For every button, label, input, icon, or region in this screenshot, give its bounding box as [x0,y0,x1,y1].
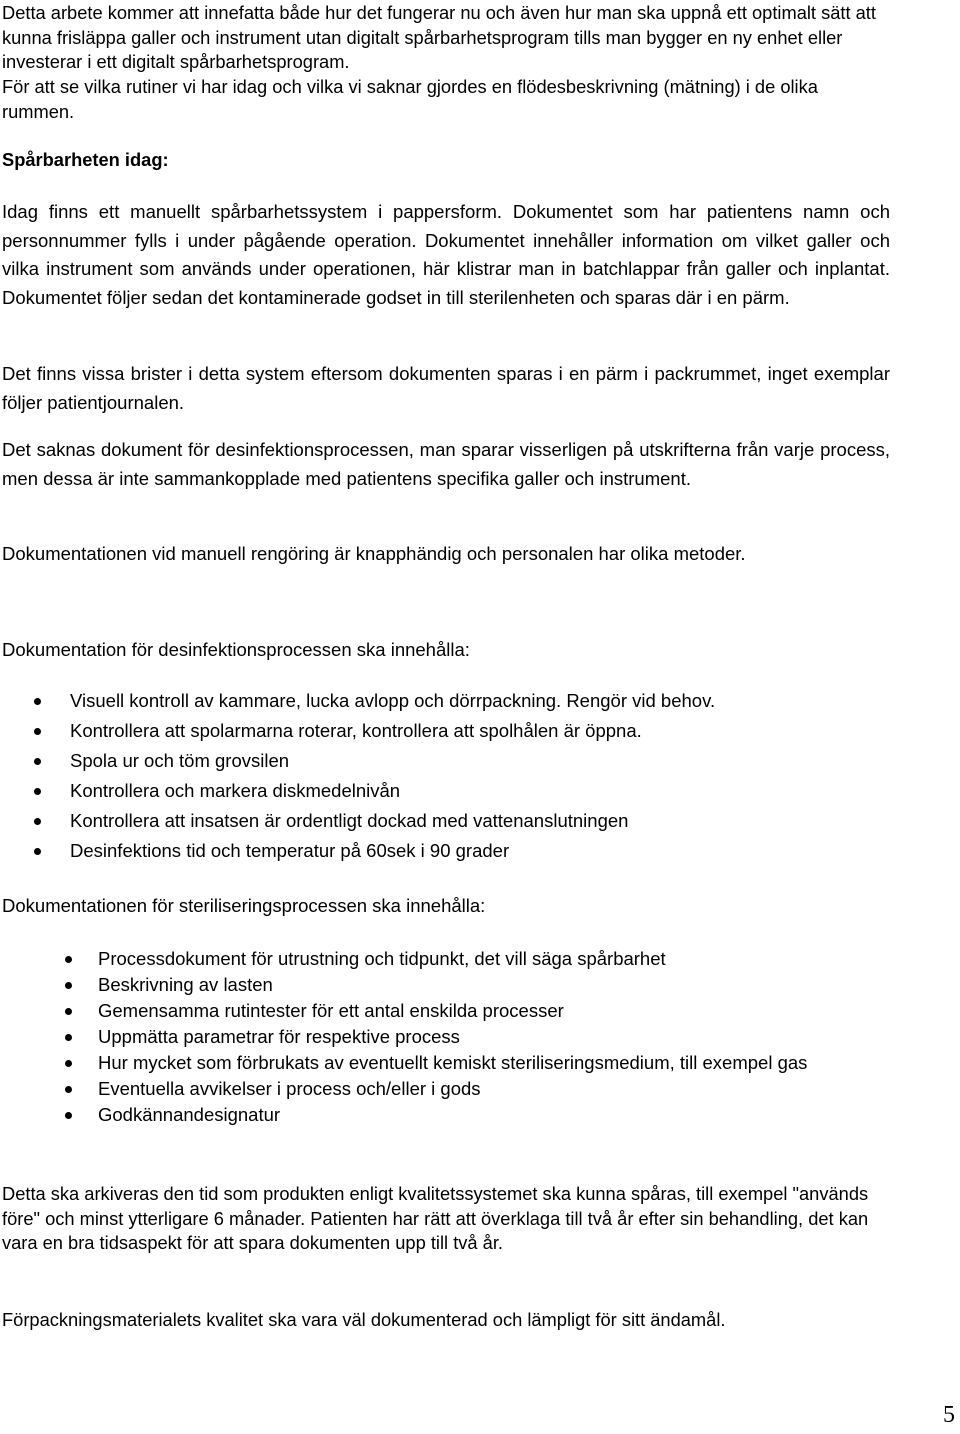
list-item [98,1050,898,1076]
list-item [70,836,950,866]
list-item-text: Kontrollera att spolarmarna roterar, kontrollera att spolhålen är öppna. [70,720,642,741]
list-item-text: Processdokument för utrustning och tidpunkt, det vill säga spårbarhet [98,948,666,969]
list-item [98,946,898,972]
list-item-text: Hur mycket som förbrukats av eventuellt kemiskt steriliseringsmedium, till exempel gas [98,1052,808,1073]
bullet-icon [34,758,41,765]
list-item [98,1102,898,1128]
intro-paragraph-2: För att se vilka rutiner vi har idag och vilka vi saknar gjordes en flödesbeskrivning (mätning) i de olika rummen. [2,76,818,122]
disinfection-list [70,686,950,866]
sterilization-intro: Dokumentationen för steriliseringsprocessen ska innehålla: [2,895,486,916]
list-item-text: Spola ur och töm grovsilen [70,750,290,771]
list-item-text: Beskrivning av lasten [98,974,273,995]
bullet-icon [65,1112,72,1119]
bullet-icon [65,1008,72,1015]
list-item [98,1076,898,1102]
list-item-text: Desinfektions tid och temperatur på 60sek i 90 grader [70,840,510,861]
bullet-icon [65,1060,72,1067]
bullet-icon [65,1086,72,1093]
list-item [70,746,950,776]
bullet-icon [34,698,41,705]
list-item-text: Eventuella avvikelser i process och/eller i gods [98,1078,481,1099]
bullet-icon [34,848,41,855]
bullet-icon [34,788,41,795]
list-item [98,998,898,1024]
closing-paragraph-2: Förpackningsmaterialets kvalitet ska vara väl dokumenterad och lämpligt för sitt ändamål. [2,1309,726,1330]
bullet-icon [65,956,72,963]
body-paragraph-3: Det saknas dokument för desinfektionsprocessen, man sparar visserligen på utskrifterna från varje process, men dessa är inte sammankopplade med patientens specifika galler och instrument. [2,439,890,489]
body-paragraph-4: Dokumentationen vid manuell rengöring är knapphändig och personalen har olika metoder. [2,543,746,564]
bullet-icon [34,728,41,735]
list-item [70,776,950,806]
page-number: 5 [943,1402,955,1428]
body-paragraph-1: Idag finns ett manuellt spårbarhetssystem i pappersform. Dokumentet som har patientens namn och personnummer fylls i under pågående operation. Dokumentet innehåller information om vilket galler och vilka instrument som används under operationen, här klistrar man in batchlappar från galler och inplantat. Dokumentet följer sedan det kontaminerade godset in till sterilenheten och sparas där i en pärm. [2,201,890,308]
intro-paragraph-1: Detta arbete kommer att innefatta både hur det fungerar nu och även hur man ska uppnå ett optimalt sätt att kunna frisläppa galler och instrument utan digitalt spårbarhetsprogram tills man bygger en ny enhet eller investerar i ett digitalt spårbarhetsprogram. [2,2,876,72]
sterilization-list [98,946,898,1128]
list-item-text: Godkännandesignatur [98,1104,281,1125]
list-item [70,716,950,746]
list-item [70,806,950,836]
list-item-text: Uppmätta parametrar för respektive process [98,1026,460,1047]
bullet-icon [34,818,41,825]
bullet-icon [65,1034,72,1041]
bullet-icon [65,982,72,989]
section-heading: Spårbarheten idag: [2,149,169,170]
disinfection-intro: Dokumentation för desinfektionsprocessen ska innehålla: [2,639,470,660]
closing-paragraph-1: Detta ska arkiveras den tid som produkten enligt kvalitetssystemet ska kunna spåras, till exempel "används före" och minst ytterligare 6 månader. Patienten har rätt att överklaga till två år efter sin behandling, det kan vara en bra tidsaspekt för att spara dokumenten upp till två år. [2,1183,869,1253]
list-item [98,1024,898,1050]
list-item-text: Visuell kontroll av kammare, lucka avlopp och dörrpackning. Rengör vid behov. [70,690,716,711]
list-item [98,972,898,998]
list-item-text: Gemensamma rutintester för ett antal enskilda processer [98,1000,564,1021]
list-item-text: Kontrollera och markera diskmedelnivån [70,780,401,801]
list-item [70,686,950,716]
body-paragraph-2: Det finns vissa brister i detta system eftersom dokumenten sparas i en pärm i packrummet, inget exemplar följer patientjournalen. [2,363,890,413]
list-item-text: Kontrollera att insatsen är ordentligt dockad med vattenanslutningen [70,810,629,831]
